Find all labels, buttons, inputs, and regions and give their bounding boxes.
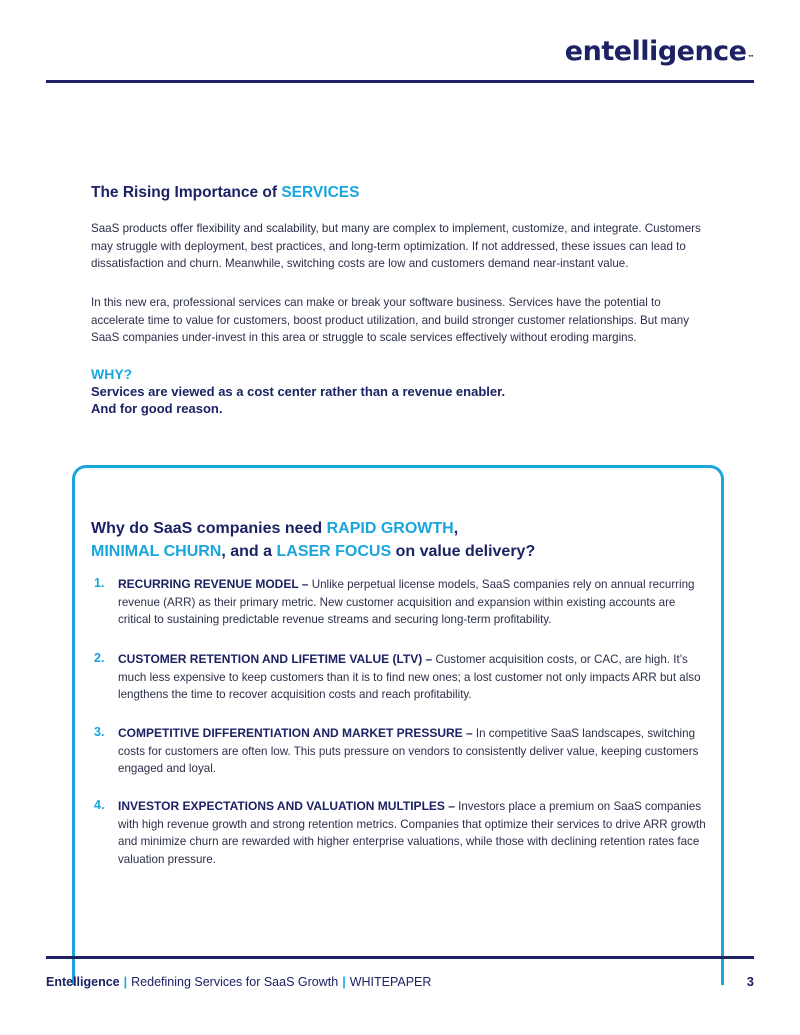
list-item	[94, 798, 706, 868]
list-item-body	[118, 651, 706, 704]
entelligence-logo	[565, 36, 754, 67]
section-title	[91, 184, 359, 202]
list-item-body	[118, 576, 706, 629]
callout-title-accent-2: MINIMAL CHURN	[91, 543, 222, 560]
footer-separator: |	[342, 975, 346, 989]
list-item	[94, 576, 706, 629]
footer-divider	[46, 956, 754, 959]
list-item-body	[118, 798, 706, 868]
list-item-text: In competitive SaaS landscapes, switching costs for customers are often low. This puts pressure on vendors to consistently deliver value, keeping customers engaged and loyal.	[118, 727, 699, 775]
footer-separator: |	[123, 975, 128, 989]
list-item	[94, 725, 706, 778]
list-item-number: 2.	[94, 651, 105, 665]
logo-text: entelligence	[564, 36, 747, 67]
page-number: 3	[746, 974, 754, 989]
list-item-lead: RECURRING REVENUE MODEL –	[118, 577, 309, 591]
footer-brand: Entelligence	[46, 975, 120, 989]
list-item-lead: INVESTOR EXPECTATIONS AND VALUATION MULTIPLES –	[118, 799, 455, 813]
callout-title-text-2: ,	[453, 520, 459, 537]
list-item-lead: CUSTOMER RETENTION AND LIFETIME VALUE (LTV) –	[118, 652, 433, 666]
footer	[46, 975, 431, 989]
why-statement-2: And for good reason.	[91, 401, 223, 416]
intro-paragraph-1: SaaS products offer flexibility and scalability, but many are complex to implement, customize, and integrate. Customers may struggle with deployment, best practices, and long-term optimization. If not addressed, these issues can lead to dissatisfaction and churn. Meanwhile, switching costs are low and customers demand near-instant value.	[91, 222, 701, 270]
list-item-text: Customer acquisition costs, or CAC, are high. It’s much less expensive to keep customers than it is to find new ones; a lost customer not only impacts ARR but also lengthens the time to recover acquisition costs and reach profitability.	[118, 653, 701, 701]
callout-title-accent-1: RAPID GROWTH	[326, 520, 454, 537]
list-item-text: Investors place a premium on SaaS companies with high revenue growth and strong retention metrics. Companies that optimize their services to drive ARR growth and minimize churn are rewarded with higher enterprise valuations, while those with declining retention rates face valuation pressure.	[118, 800, 706, 866]
logo-trademark: ™	[747, 54, 754, 62]
list-item-lead: COMPETITIVE DIFFERENTIATION AND MARKET PRESSURE –	[118, 726, 473, 740]
why-heading: WHY?	[91, 366, 133, 382]
list-item-number: 1.	[94, 576, 105, 590]
intro-paragraph-2: In this new era, professional services can make or break your software business. Services have the potential to accelerate time to value for customers, boost product utilization, and build stronger customer relationships. But many SaaS companies under-invest in this area or struggle to scale services effectively without eroding margins.	[91, 296, 690, 344]
list-item-number: 3.	[94, 725, 105, 739]
callout-title-text-3: , and a	[221, 543, 277, 560]
footer-doc-type: WHITEPAPER	[349, 975, 432, 989]
callout-title-text-1: Why do SaaS companies need	[91, 520, 327, 537]
list-item-text: Unlike perpetual license models, SaaS companies rely on annual recurring revenue (ARR) as their primary metric. New customer acquisition and expansion within existing accounts are critical to sustaining predictable revenue streams and securing long-term profitability.	[118, 578, 695, 626]
header-divider	[46, 80, 754, 83]
callout-title	[91, 517, 535, 563]
why-statement-1: Services are viewed as a cost center rather than a revenue enabler.	[91, 384, 506, 399]
list-item	[94, 651, 706, 704]
section-title-accent: SERVICES	[281, 184, 360, 201]
list-item-body	[118, 725, 706, 778]
footer-subtitle: Redefining Services for SaaS Growth	[131, 975, 339, 989]
section-title-prefix: The Rising Importance of	[91, 184, 282, 201]
list-item-number: 4.	[94, 798, 105, 812]
callout-title-accent-3: LASER FOCUS	[276, 543, 392, 560]
callout-title-text-4: on value delivery?	[391, 543, 536, 560]
